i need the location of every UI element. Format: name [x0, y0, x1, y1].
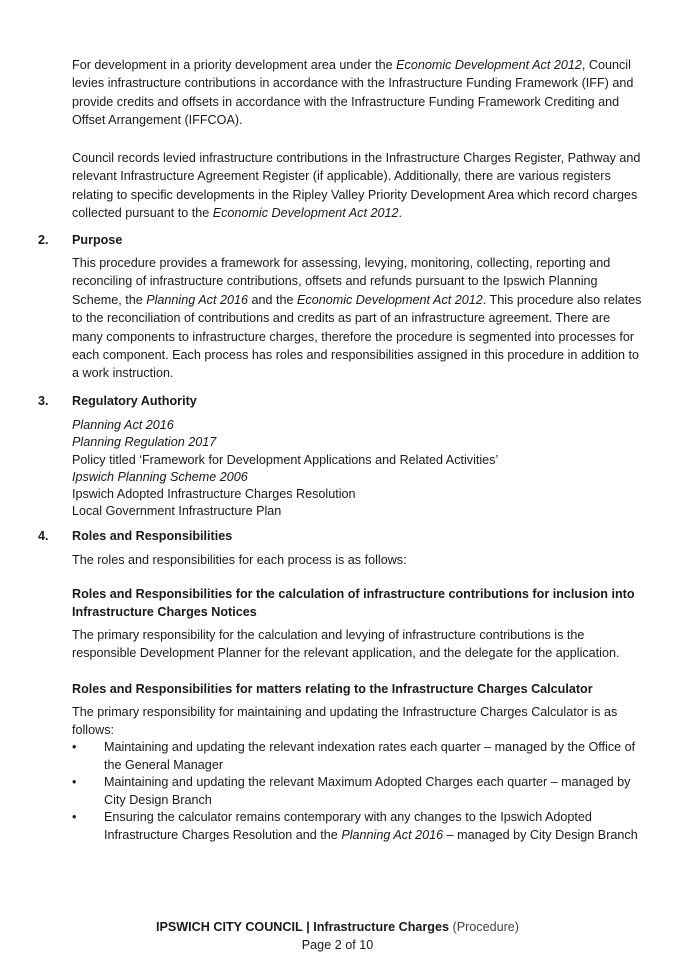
intro-paragraph-2: Council records levied infrastructure contributions in the Infrastructure Charges Register, Pathway and relevant Infrastructure Agreement Register (if applicable). Additionally, there are various registers relating to specific developments in the Ripley Valley Priority Development Area which record charges collected pursuant to the Economic Development Act 2012. [72, 151, 641, 221]
regulatory-item: Local Government Infrastructure Plan [72, 504, 282, 519]
roles-intro: The roles and responsibilities for each process is as follows: [72, 553, 407, 567]
roles-subheading-calculation: Roles and Responsibilities for the calculation of infrastructure contributions for inclusion into Infrastructure Charges Notices [72, 587, 635, 620]
regulatory-item: Ipswich Planning Scheme 2006 [72, 469, 248, 484]
footer-document-title: Infrastructure Charges [313, 920, 449, 934]
roles-calculator-paragraph: The primary responsibility for maintaining and updating the Infrastructure Charges Calculator is as follows: [72, 705, 618, 738]
regulatory-item: Policy titled ‘Framework for Development Applications and Related Activities’ [72, 452, 499, 467]
page-footer [0, 918, 675, 936]
regulatory-item: Planning Regulation 2017 [72, 435, 217, 450]
roles-calculation-paragraph: The primary responsibility for the calculation and levying of infrastructure contributions is the responsible Development Planner for the relevant application, and the delegate for the application. [72, 628, 620, 661]
bullet-icon: • [72, 810, 77, 824]
purpose-paragraph: This procedure provides a framework for assessing, levying, monitoring, collecting, reporting and reconciling of infrastructure contributions, offsets and refunds pursuant to the Ipswich Planning Scheme, the Planning Act 2016 and the Economic Development Act 2012. This procedure also relates to the reconciliation of contributions and credits as part of an infrastructure agreement. There are many components to infrastructure charges, therefore the procedure is segmented into processes for each component. Each process has roles and responsibilities assigned in this procedure in addition to a work instruction. [72, 256, 642, 381]
bullet-icon: • [72, 740, 77, 754]
regulatory-item: Ipswich Adopted Infrastructure Charges Resolution [72, 487, 356, 502]
document-page: For development in a priority development area under the Economic Development Act 2012, Council levies infrastructure contributions in accordance with the Infrastructure Funding Framework (IFF) and provide credits and offsets in accordance with the Infrastructure Funding Framework Crediting and Offset Arrangement (IFFCOA). Council records levied infrastructure contributions in the Infrastructure Charges Register, Pathway and relevant Infrastructure Agreement Register (if applicable). Additionally, there are various registers relating to specific developments in the Ripley Valley Priority Development Area which record charges collected pursuant to the Economic Development Act 2012. 2. Purpose This procedure provides a framework for assessing, levying, monitoring, collecting, reporting and reconciling of infrastructure contributions, offsets and refunds pursuant to the Ipswich Planning Scheme, the Planning Act 2016 and the Economic Development Act 2012. This procedure also relates to the reconciliation of contributions and credits as part of an infrastructure agreement. There are many components to infrastructure charges, therefore the procedure is segmented into processes for each component. Each process has roles and responsibilities assigned in this procedure in addition to a work instruction. 3. Regulatory Authority Planning Act 2016 Planning Regulation 2017 Policy titled ‘Framework for Development Applications and Related Activities’ Ipswich Planning Scheme 2006 Ipswich Adopted Infrastructure Charges Resolution Local Government Infrastructure Plan 4. Roles and Responsibilities The roles and responsibilities for each process is as follows: Roles and Responsibilities for the calculation of infrastructure contributions for inclusion into Infrastructure Charges Notices The primary responsibility for the calculation and levying of infrastructure contributions is the responsible Development Planner for the relevant application, and the delegate for the application. Roles and Responsibilities for matters relating to the Infrastructure Charges Calculator The primary responsibility for maintaining and updating the Infrastructure Charges Calculator is as follows: • Maintaining and updating the relevant indexation rates each quarter – managed by the Office of the General Manager • Maintaining and updating the relevant Maximum Adopted Charges each quarter – managed by City Design Branch • Ensuring the calculator remains contemporary with any changes to the Ipswich Adopted Infrastructure Charges Resolution and the Planning Act 2016 – managed by City Design Branch IPSWICH CITY COUNCIL | Infrastructure Charges (Procedure) Page 2 of 10 [0, 0, 675, 965]
intro-paragraph-1: For development in a priority development area under the Economic Development Act 2012, Council levies infrastructure contributions in accordance with the Infrastructure Funding Framework (IFF) and provide credits and offsets in accordance with the Infrastructure Funding Framework Crediting and Offset Arrangement (IFFCOA). [72, 58, 634, 128]
page-number: Page 2 of 10 [301, 938, 374, 952]
footer-document-type: (Procedure) [452, 920, 519, 934]
footer-organisation: IPSWICH CITY COUNCIL [155, 920, 303, 934]
regulatory-item: Planning Act 2016 [72, 418, 174, 432]
roles-subheading-calculator: Roles and Responsibilities for matters relating to the Infrastructure Charges Calculator [72, 682, 593, 696]
bullet-icon: • [72, 775, 77, 789]
regulatory-authority-list [72, 416, 642, 520]
footer-separator: | [306, 920, 310, 934]
